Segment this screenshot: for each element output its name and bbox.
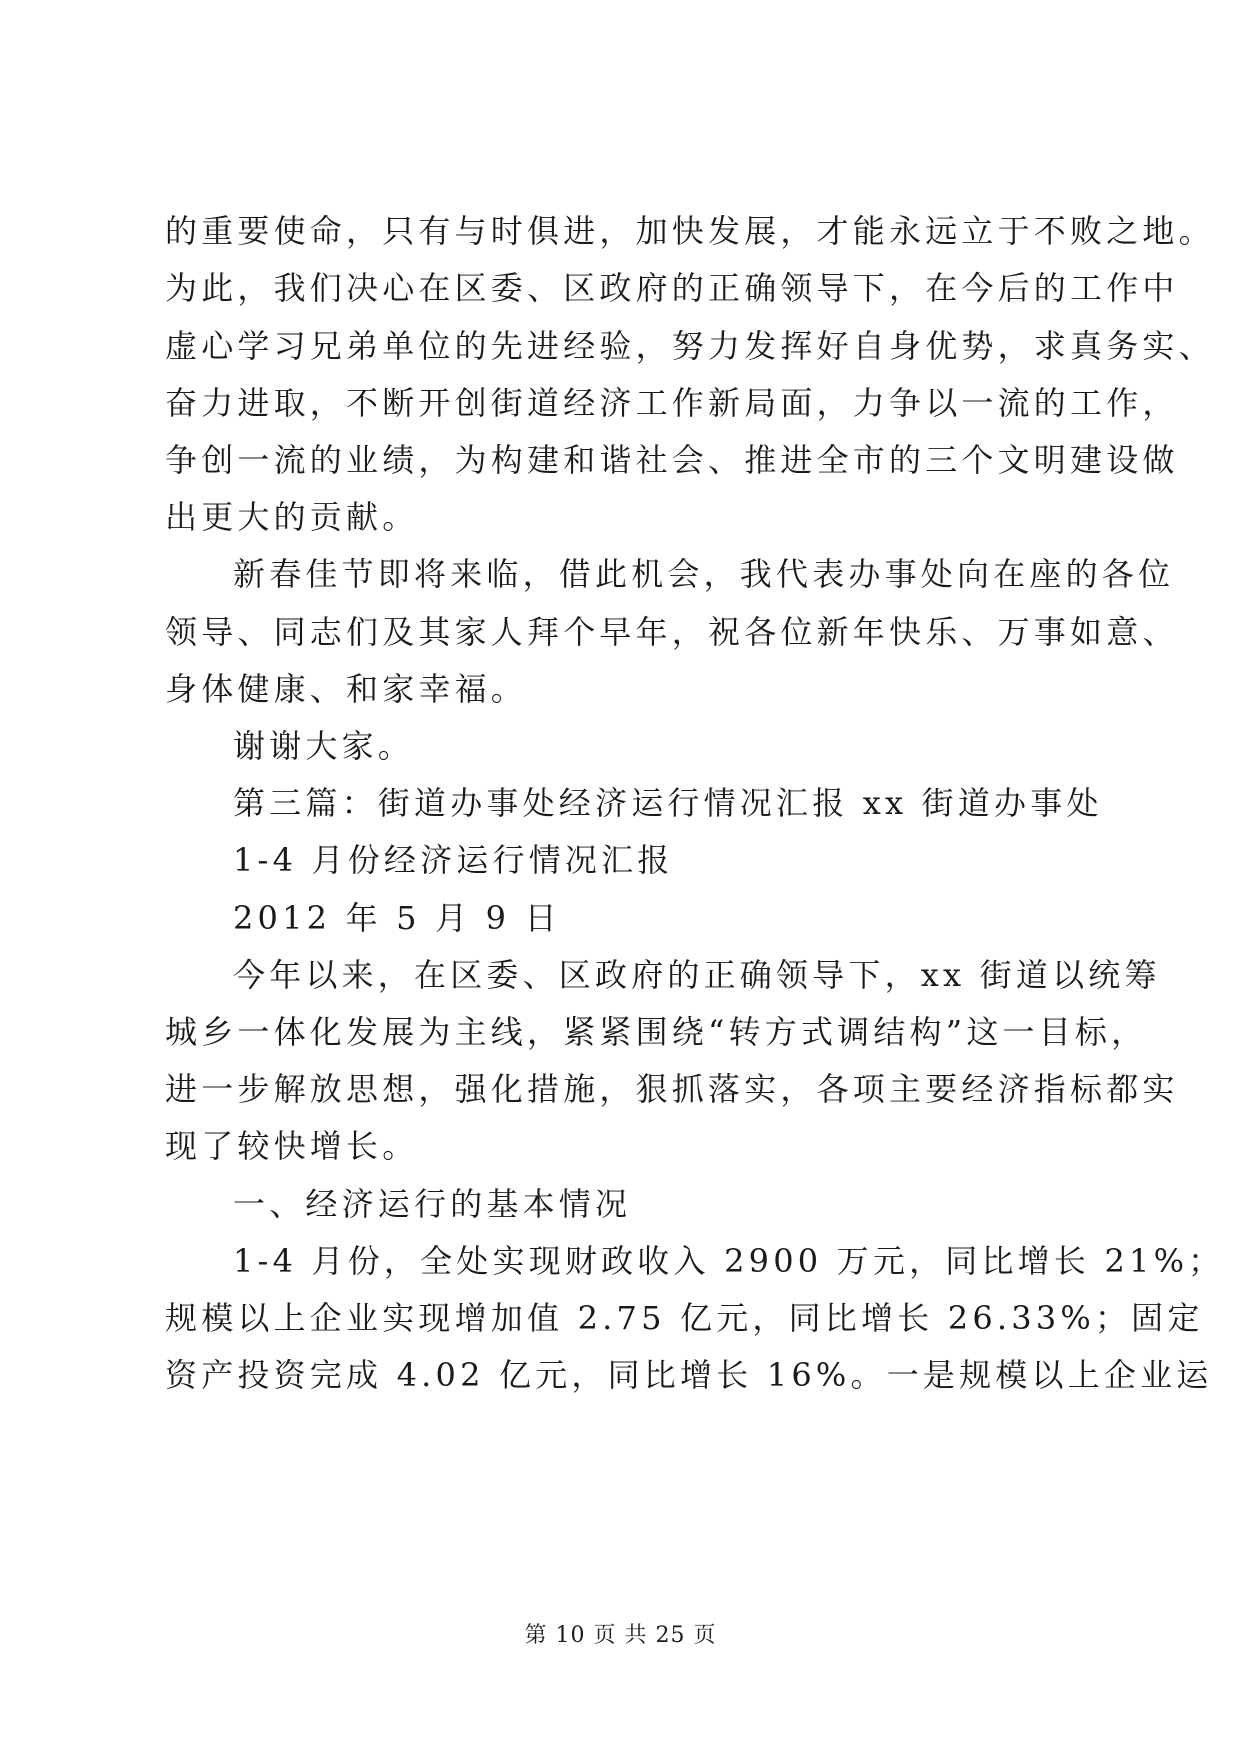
text-line: 争创一流的业绩，为构建和谐社会、推进全市的三个文明建设做: [165, 441, 1179, 479]
text-line: 领导、同志们及其家人拜个早年，祝各位新年快乐、万事如意、: [165, 613, 1179, 651]
section-title: 第三篇：街道办事处经济运行情况汇报 xx 街道办事处: [233, 784, 1103, 822]
text-line: 虚心学习兄弟单位的先进经验，努力发挥好自身优势，求真务实、: [165, 327, 1215, 365]
text-line: 新春佳节即将来临，借此机会，我代表办事处向在座的各位: [233, 555, 1175, 593]
text-line: 奋力进取，不断开创街道经济工作新局面，力争以一流的工作，: [165, 384, 1179, 422]
text-line: 谢谢大家。: [233, 727, 415, 765]
subsection-heading: 一、经济运行的基本情况: [233, 1185, 632, 1223]
text-line: 城乡一体化发展为主线，紧紧围绕“转方式调结构”这一目标，: [165, 1013, 1148, 1051]
text-line: 资产投资完成 4.02 亿元，同比增长 16%。一是规模以上企业运: [165, 1356, 1213, 1394]
text-line: 出更大的贡献。: [165, 498, 419, 536]
text-line: 身体健康、和家幸福。: [165, 670, 528, 708]
text-line: 现了较快增长。: [165, 1127, 419, 1165]
text-line: 规模以上企业实现增加值 2.75 亿元，同比增长 26.33%；固定: [165, 1299, 1204, 1337]
text-line: 的重要使命，只有与时俱进，加快发展，才能永远立于不败之地。: [165, 212, 1215, 250]
text-line: 为此，我们决心在区委、区政府的正确领导下，在今后的工作中: [165, 269, 1179, 307]
text-line: 1-4 月份，全处实现财政收入 2900 万元，同比增长 21%；: [233, 1242, 1225, 1280]
report-date: 2012 年 5 月 9 日: [233, 899, 561, 937]
text-line: 今年以来，在区委、区政府的正确领导下，xx 街道以统筹: [233, 956, 1161, 994]
report-title: 1-4 月份经济运行情况汇报: [233, 841, 674, 879]
text-line: 进一步解放思想，强化措施，狠抓落实，各项主要经济指标都实: [165, 1070, 1179, 1108]
page-number-footer: 第 10 页 共 25 页: [524, 1623, 717, 1648]
